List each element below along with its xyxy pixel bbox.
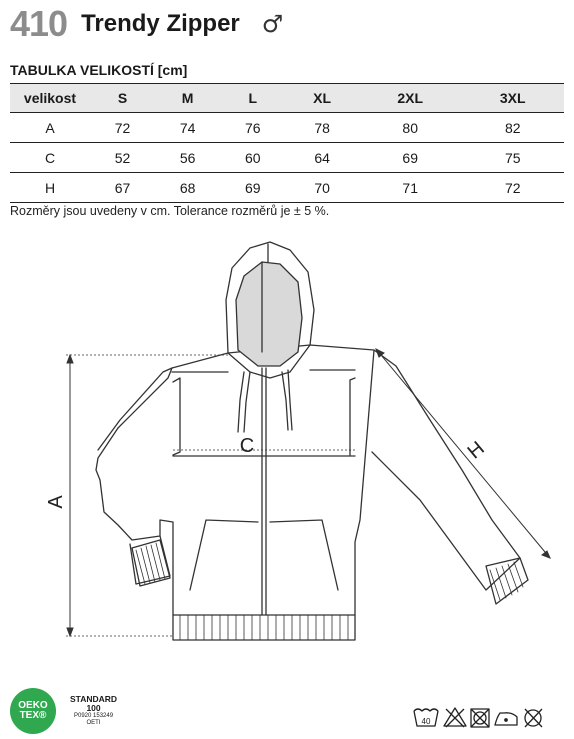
size-table-header-row [10,84,564,113]
table-cell: 68 [155,173,220,203]
oeko-tex-logo [10,688,56,734]
left-cuff [132,540,170,586]
header-cell: M [155,84,220,113]
table-cell: 76 [220,113,285,143]
table-cell: 56 [155,143,220,173]
tolerance-note: Rozměry jsou uvedeny v cm. Tolerance rozměrů je ± 5 %. [10,204,330,218]
header-cell: L [220,84,285,113]
header-cell: XL [285,84,359,113]
measure-c-label: C [239,435,255,457]
header-cell: 3XL [461,84,564,113]
row-label: A [10,113,90,143]
table-cell: 71 [359,173,462,203]
model-name: Trendy Zipper [81,10,240,37]
no-bleach-icon [444,708,466,727]
table-cell: 75 [461,143,564,173]
row-label: C [10,143,90,173]
table-cell: 60 [220,143,285,173]
oeko-tex-certification [10,688,117,734]
model-number: 410 [10,3,68,44]
table-cell: 64 [285,143,359,173]
oeko-logo-line2: TEX® [19,710,47,721]
standard-number: 100 [86,703,101,713]
certificate-code: P0920 153249 [74,713,114,719]
product-header [10,2,283,46]
standard-label: STANDARD [70,694,118,704]
table-cell: 67 [90,173,155,203]
table-cell: 82 [461,113,564,143]
table-row [10,113,564,143]
measure-h-line [376,349,550,558]
table-cell: 80 [359,113,462,143]
table-cell: 69 [220,173,285,203]
hoodie-diagram [0,232,574,652]
drawstring-left [238,372,250,432]
kangaroo-pocket [190,520,338,590]
certificate-institute: OETI [86,720,101,726]
table-cell: 78 [285,113,359,143]
drawstring-right [282,370,292,430]
header-cell: S [90,84,155,113]
table-cell: 74 [155,113,220,143]
right-sleeve [372,350,520,590]
measure-h-label: H [463,437,489,464]
no-tumble-dry-icon [471,709,489,727]
table-row [10,173,564,203]
table-row [10,143,564,173]
header-cell: 2XL [359,84,462,113]
table-cell: 52 [90,143,155,173]
table-cell: 69 [359,143,462,173]
oeko-logo-line1: OEKO [18,700,48,711]
size-table-title: TABULKA VELIKOSTÍ [cm] [10,62,188,78]
care-labels [412,705,562,731]
no-dry-clean-icon [525,709,542,727]
waistband [173,615,355,640]
wash-40-icon [414,709,438,726]
left-sleeve [98,368,172,584]
measure-a-label: A [45,495,67,509]
table-cell: 72 [90,113,155,143]
hood-inner [236,262,302,366]
wash-temperature: 40 [421,717,431,726]
table-cell: 72 [461,173,564,203]
table-cell: 70 [285,173,359,203]
header-cell: velikost [10,84,90,113]
oeko-tex-text [70,695,117,727]
row-label: H [10,173,90,203]
size-table [10,83,564,203]
male-gender-icon: ♂ [261,10,284,38]
iron-low-icon [495,713,517,725]
zipper [262,368,266,615]
